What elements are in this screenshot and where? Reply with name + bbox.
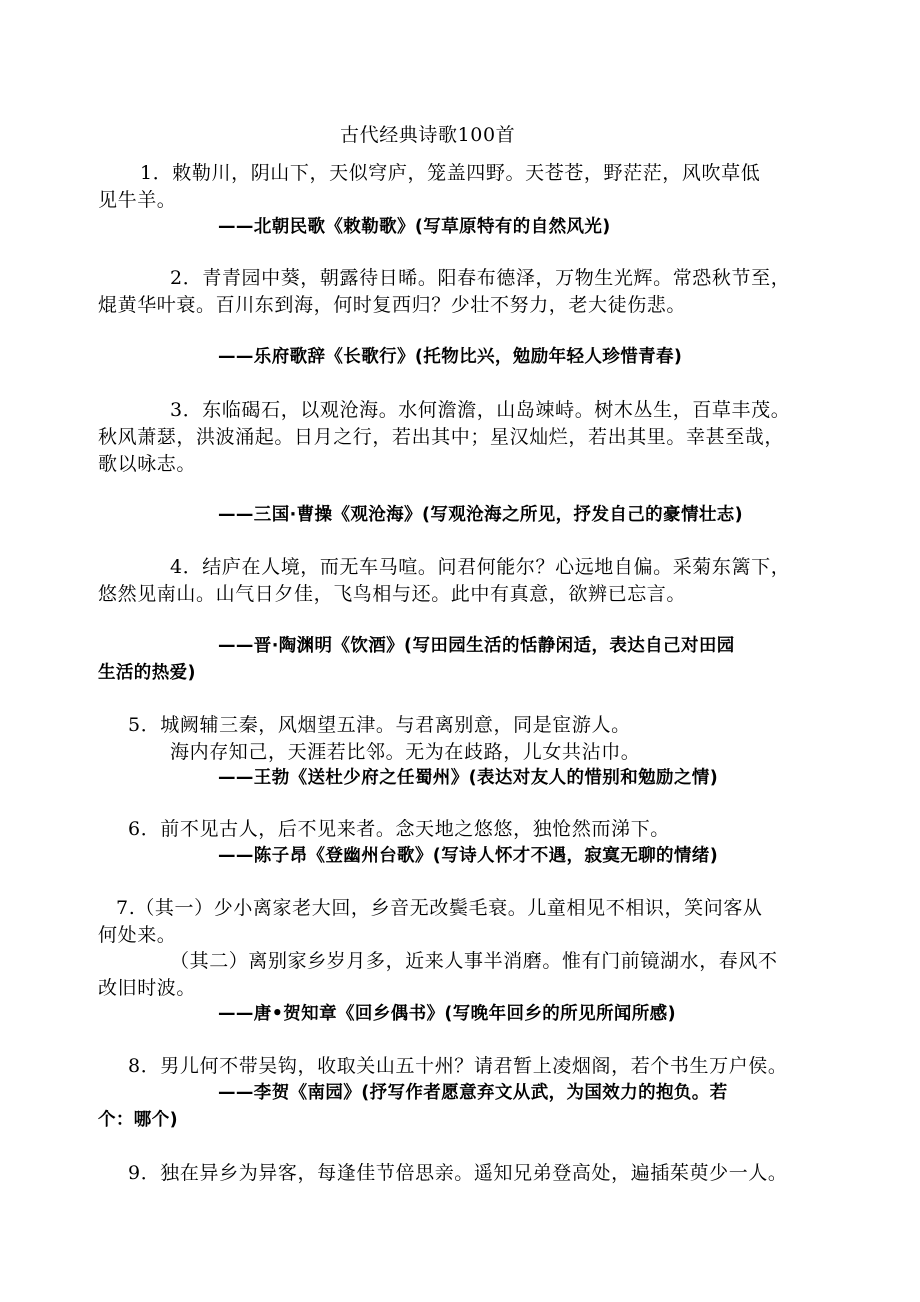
poem-4-attribution-line-1: ——晋·陶渊明《饮酒》(写田园生活的恬静闲适，表达自己对田园 bbox=[218, 636, 735, 656]
poem-1-line-2: 见牛羊。 bbox=[98, 189, 177, 211]
poem-2-line-2: 焜黄华叶衰。百川东到海，何时复西归？少壮不努力，老大徒伤悲。 bbox=[98, 294, 687, 316]
poem-7-line-1: 7.（其一）少小离家老大回，乡音无改鬓毛衰。儿童相见不相识，笑问客从 bbox=[116, 897, 763, 919]
poem-2-line-1: 2．青青园中葵，朝露待日晞。阳春布德泽，万物生光辉。常恐秋节至， bbox=[170, 267, 791, 289]
poem-5-line-1: 5．城阙辅三秦，风烟望五津。与君离别意，同是宦游人。 bbox=[128, 714, 631, 736]
poem-8-attribution-line-1: ——李贺《南园》(抒写作者愿意弃文从武，为国效力的抱负。若 bbox=[218, 1083, 728, 1103]
poem-6-line-1: 6．前不见古人，后不见来者。念天地之悠悠，独怆然而涕下。 bbox=[128, 818, 670, 840]
poem-7-line-4: 改旧时波。 bbox=[98, 977, 197, 999]
poem-5-line-2: 海内存知己，天涯若比邻。无为在歧路，儿女共沾巾。 bbox=[170, 741, 641, 763]
poem-7-line-3: （其二）离别家乡岁月多，近来人事半消磨。惟有门前镜湖水，春风不 bbox=[170, 950, 778, 972]
poem-4-line-1: 4．结庐在人境，而无车马喧。问君何能尔？心远地自偏。采菊东篱下， bbox=[170, 556, 791, 578]
poem-3-line-1: 3．东临碣石，以观沧海。水何澹澹，山岛竦峙。树木丛生，百草丰茂。 bbox=[170, 399, 791, 421]
poem-9-line-1: 9．独在异乡为异客，每逢佳节倍思亲。遥知兄弟登高处，遍插茱萸少一人。 bbox=[128, 1162, 788, 1184]
poem-4-line-2: 悠然见南山。山气日夕佳，飞鸟相与还。此中有真意，欲辨已忘言。 bbox=[98, 583, 687, 605]
poem-3-line-2: 秋风萧瑟，洪波涌起。日月之行，若出其中；星汉灿烂，若出其里。幸甚至哉， bbox=[98, 426, 785, 448]
poem-6-attribution: ——陈子昂《登幽州台歌》(写诗人怀才不遇，寂寞无聊的情绪) bbox=[218, 846, 719, 866]
poem-1-attribution: ——北朝民歌《敕勒歌》(写草原特有的自然风光) bbox=[218, 217, 611, 237]
document-title: 古代经典诗歌100首 bbox=[340, 124, 516, 146]
poem-1-line-1: 1．敕勒川，阴山下，天似穹庐，笼盖四野。天苍苍，野茫茫，风吹草低 bbox=[140, 162, 761, 184]
poem-2-attribution: ——乐府歌辞《长歌行》(托物比兴，勉励年轻人珍惜青春) bbox=[218, 347, 683, 367]
poem-7-attribution: ——唐•贺知章《回乡偶书》(写晚年回乡的所见所闻所感) bbox=[218, 1004, 676, 1024]
poem-8-line-1: 8．男儿何不带吴钩，收取关山五十州？请君暂上凌烟阁，若个书生万户侯。 bbox=[128, 1055, 788, 1077]
poem-3-attribution: ——三国·曹操《观沧海》(写观沧海之所见，抒发自己的豪情壮志) bbox=[218, 505, 744, 525]
poem-3-line-3: 歌以咏志。 bbox=[98, 453, 197, 475]
poem-4-attribution-line-2: 生活的热爱) bbox=[98, 663, 196, 683]
poem-5-attribution: ——王勃《送杜少府之任蜀州》(表达对友人的惜别和勉励之情) bbox=[218, 768, 719, 788]
poem-7-line-2: 何处来。 bbox=[98, 924, 177, 946]
poem-8-attribution-line-2: 个：哪个) bbox=[98, 1110, 178, 1130]
